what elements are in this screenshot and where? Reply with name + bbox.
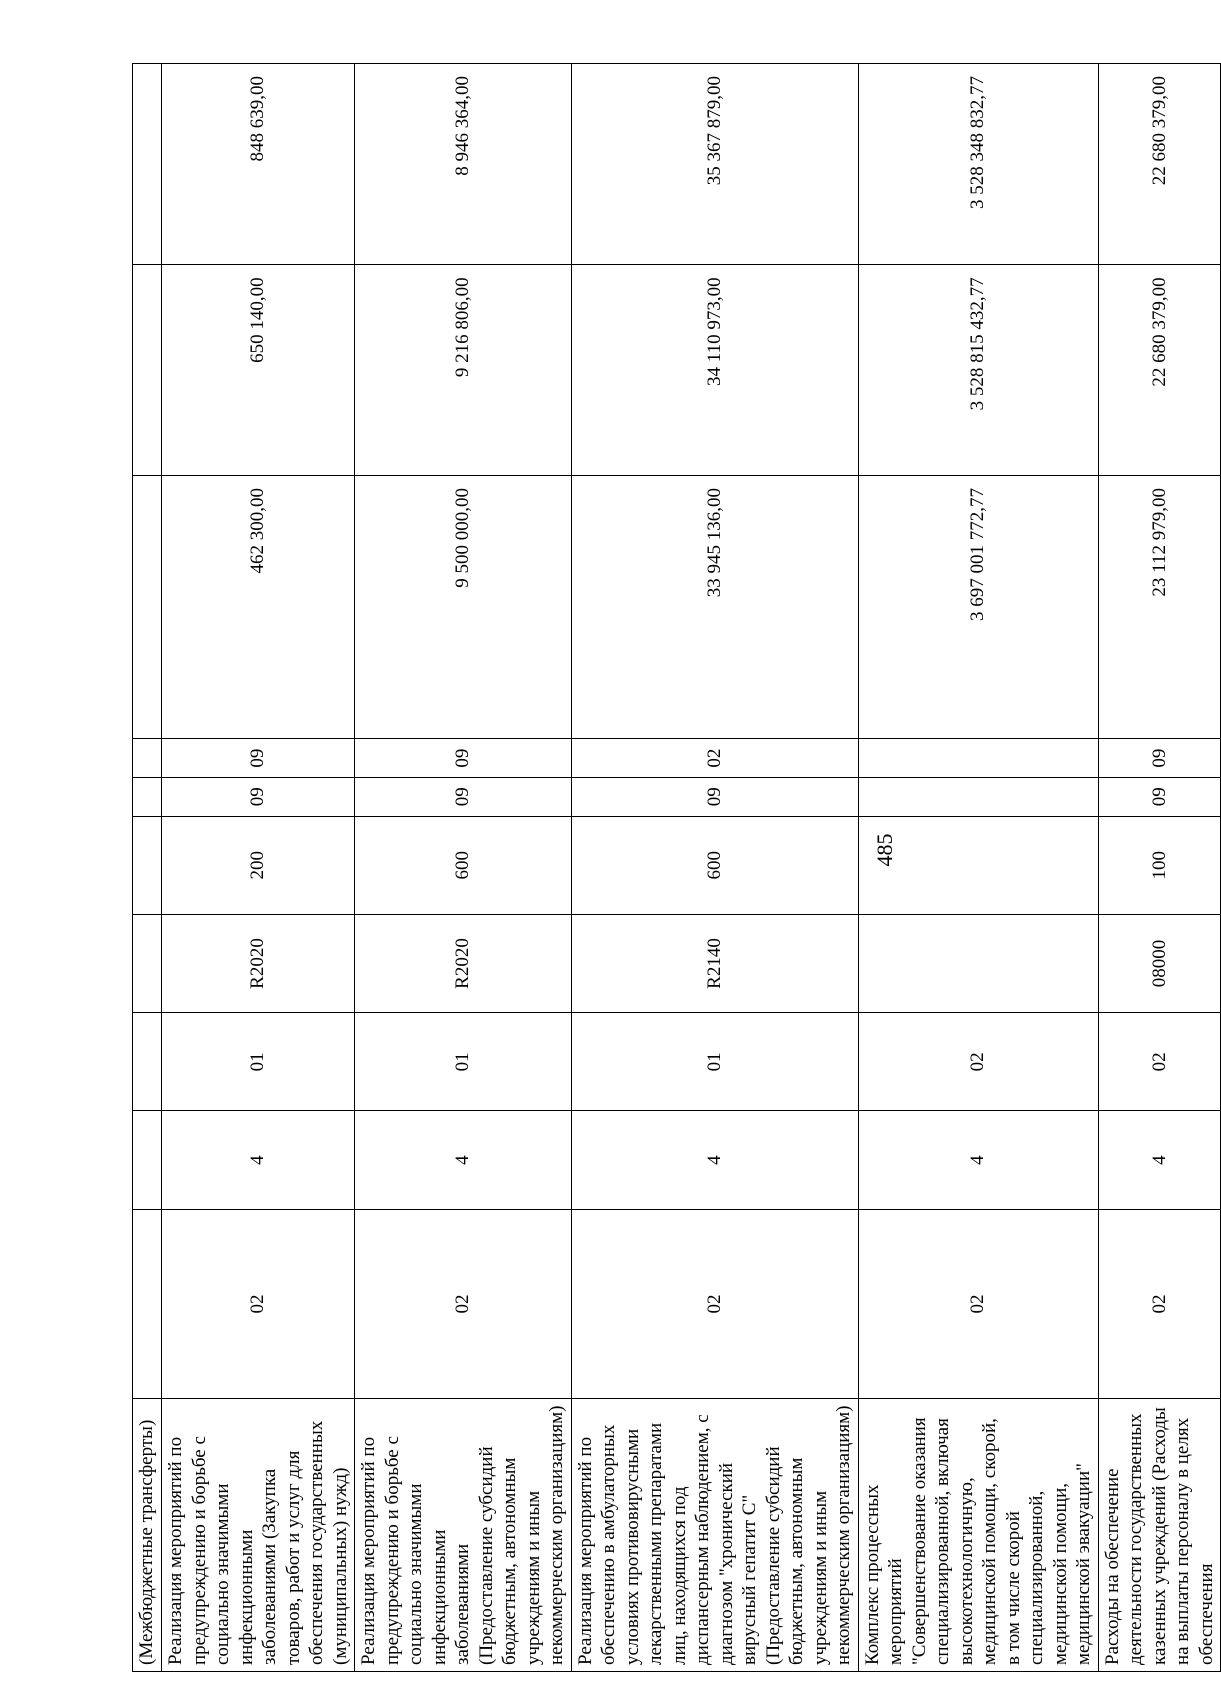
cell-c7: 09 xyxy=(1098,739,1221,778)
cell-c4 xyxy=(133,914,162,1012)
cell-v2 xyxy=(133,265,162,476)
cell-c1: 02 xyxy=(162,1209,355,1399)
cell-v2: 650 140,00 xyxy=(162,265,355,476)
rotated-table-container xyxy=(132,63,1221,1672)
cell-c3: 01 xyxy=(355,1013,572,1111)
cell-c6: 09 xyxy=(571,777,858,816)
cell-v2: 22 680 379,00 xyxy=(1098,265,1221,476)
cell-c3: 01 xyxy=(162,1013,355,1111)
cell-c7: 09 xyxy=(355,739,572,778)
cell-v1: 3 697 001 772,77 xyxy=(858,476,1098,739)
cell-c1 xyxy=(133,1209,162,1399)
cell-c5 xyxy=(133,816,162,914)
cell-v3: 8 946 364,00 xyxy=(355,64,572,265)
page-number: 485 xyxy=(872,833,897,867)
cell-c2: 4 xyxy=(571,1111,858,1209)
table-row xyxy=(162,64,355,1672)
cell-v3: 35 367 879,00 xyxy=(571,64,858,265)
cell-c6: 09 xyxy=(1098,777,1221,816)
cell-c4: 08000 xyxy=(1098,914,1221,1012)
cell-c1: 02 xyxy=(858,1209,1098,1399)
row-name: Реализация мероприятий по предупреждению и борьбе с социально значимыми инфекционными заболеваниями (Предоставление субсидий бюджетным, автономным учреждениям и иным некоммерческим организациям) xyxy=(355,1399,572,1672)
cell-c2 xyxy=(133,1111,162,1209)
cell-c2: 4 xyxy=(355,1111,572,1209)
row-name: Расходы на обеспечение деятельности государственных казенных учреждений (Расходы на выплаты персоналу в целях обеспечения xyxy=(1098,1399,1221,1672)
cell-c3: 02 xyxy=(1098,1013,1221,1111)
cell-v3: 3 528 348 832,77 xyxy=(858,64,1098,265)
cell-c6: 09 xyxy=(162,777,355,816)
cell-c3: 02 xyxy=(858,1013,1098,1111)
cell-v2: 9 216 806,00 xyxy=(355,265,572,476)
cell-c7 xyxy=(858,739,1098,778)
cell-c2: 4 xyxy=(858,1111,1098,1209)
cell-c1: 02 xyxy=(1098,1209,1221,1399)
cell-v1: 462 300,00 xyxy=(162,476,355,739)
cell-v3: 848 639,00 xyxy=(162,64,355,265)
cell-c6 xyxy=(133,777,162,816)
cell-c5: 600 xyxy=(571,816,858,914)
cell-c7: 09 xyxy=(162,739,355,778)
cell-c4 xyxy=(858,914,1098,1012)
cell-v1: 9 500 000,00 xyxy=(355,476,572,739)
cell-c5: 600 xyxy=(355,816,572,914)
cell-c2: 4 xyxy=(1098,1111,1221,1209)
table-row xyxy=(355,64,572,1672)
cell-v2: 34 110 973,00 xyxy=(571,265,858,476)
table-row xyxy=(858,64,1098,1672)
cell-v1: 23 112 979,00 xyxy=(1098,476,1221,739)
cell-c3: 01 xyxy=(571,1013,858,1111)
table-row xyxy=(133,64,162,1672)
cell-c1: 02 xyxy=(355,1209,572,1399)
cell-v1 xyxy=(133,476,162,739)
cell-c7: 02 xyxy=(571,739,858,778)
cell-c4: R2140 xyxy=(571,914,858,1012)
cell-c4: R2020 xyxy=(355,914,572,1012)
cell-c6 xyxy=(858,777,1098,816)
row-name: Комплекс процессных мероприятий "Совершенствование оказания специализированной, включая высокотехнологичную, медицинской помощи, скорой, в том числе скорой специализированной, медицинской помощи, медицинской эвакуации" xyxy=(858,1399,1098,1672)
row-name: Реализация мероприятий по обеспечению в амбулаторных условиях противовирусными лекарственными препаратами лиц, находящихся под диспансерным наблюдением, с диагнозом "хронический вирусный гепатит С" (Предоставление субсидий бюджетным, автономным учреждениям и иным некоммерческим организациям) xyxy=(571,1399,858,1672)
cell-c6: 09 xyxy=(355,777,572,816)
table-row xyxy=(1098,64,1221,1672)
cell-c5: 100 xyxy=(1098,816,1221,914)
row-name: Реализация мероприятий по предупреждению и борьбе с социально значимыми инфекционными заболеваниями (Закупка товаров, работ и услуг для обеспечения государственных (муниципальных) нужд) xyxy=(162,1399,355,1672)
cell-c5 xyxy=(858,816,1098,914)
cell-v3: 22 680 379,00 xyxy=(1098,64,1221,265)
cell-v3 xyxy=(133,64,162,265)
row-name: (Межбюджетные трансферты) xyxy=(133,1399,162,1672)
cell-c2: 4 xyxy=(162,1111,355,1209)
cell-c4: R2020 xyxy=(162,914,355,1012)
cell-c5: 200 xyxy=(162,816,355,914)
cell-v2: 3 528 815 432,77 xyxy=(858,265,1098,476)
cell-c7 xyxy=(133,739,162,778)
cell-c3 xyxy=(133,1013,162,1111)
cell-v1: 33 945 136,00 xyxy=(571,476,858,739)
budget-table xyxy=(132,63,1221,1672)
table-row xyxy=(571,64,858,1672)
cell-c1: 02 xyxy=(571,1209,858,1399)
